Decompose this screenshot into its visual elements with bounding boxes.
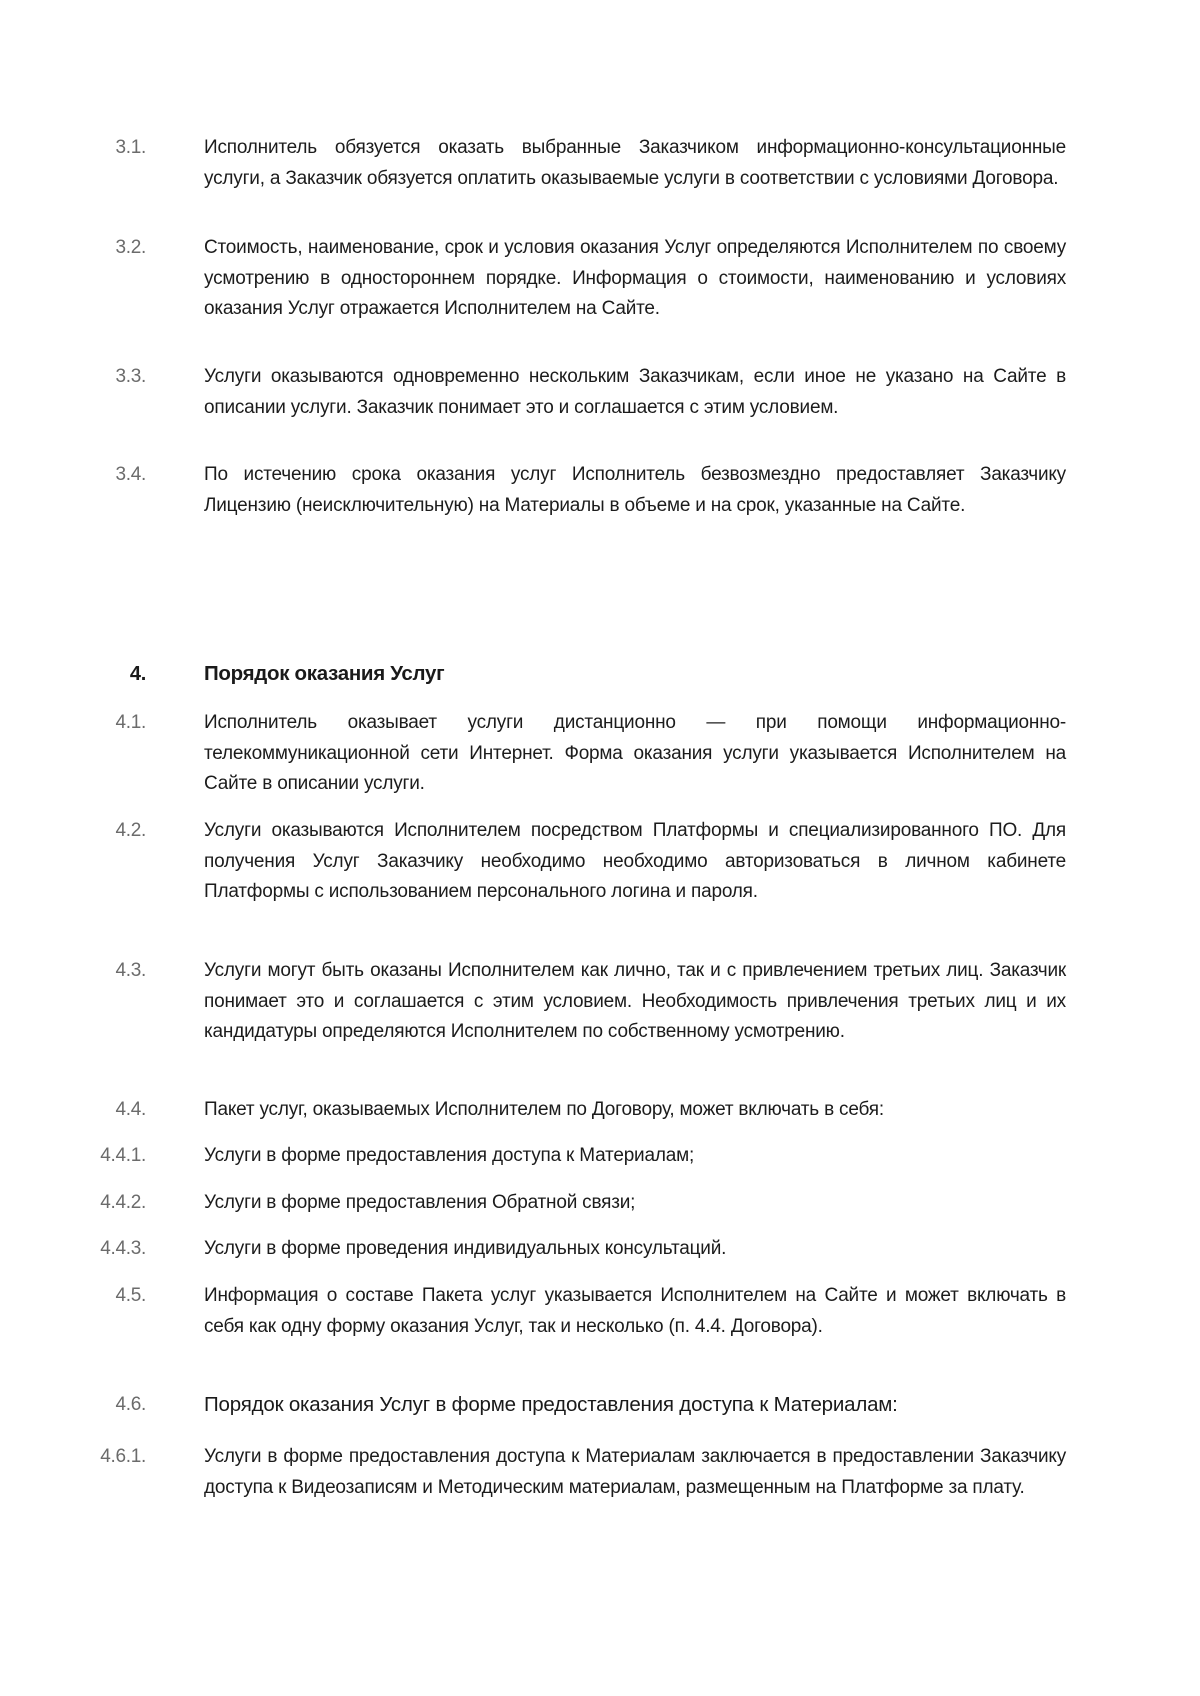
clause-number: 4.1. [115,712,146,733]
clause-number: 4.6.1. [100,1446,146,1467]
subsection-title: Порядок оказания Услуг в форме предоставления доступа к Материалам: [204,1393,898,1416]
clause-text: Исполнитель обязуется оказать выбранные Заказчиком информационно-консультационные услуги, а Заказчик обязуется оплатить оказываемые услуги в соответствии с условиями Договора. [204,137,1066,189]
clause-number: 4.4. [115,1099,146,1120]
clause-text: По истечению срока оказания услуг Исполнитель безвозмездно предоставляет Заказчику Лицензию (неисключительную) на Материалы в объеме и на срок, указанные на Сайте. [204,464,1066,516]
clause-number: 4.4.3. [100,1238,146,1259]
clause-number: 4.4.2. [100,1192,146,1213]
clause-number: 3.4. [115,464,146,485]
clause-number: 4.5. [115,1285,146,1306]
clause-text: Услуги оказываются Исполнителем посредством Платформы и специализированного ПО. Для получения Услуг Заказчику необходимо необходимо авторизоваться в личном кабинете Платформы с использованием персонального логина и пароля. [204,820,1066,902]
clause-number: 4.6. [115,1394,146,1415]
clause-number: 4.3. [115,960,146,981]
clause-text: Информация о составе Пакета услуг указывается Исполнителем на Сайте и может включать в себя как одну форму оказания Услуг, так и несколько (п. 4.4. Договора). [204,1285,1066,1337]
clause-text: Услуги в форме проведения индивидуальных консультаций. [204,1238,727,1259]
clause-text: Стоимость, наименование, срок и условия оказания Услуг определяются Исполнителем по своему усмотрению в одностороннем порядке. Информация о стоимости, наименованию и условиях оказания Услуг отражается Исполнителем на Сайте. [204,237,1066,319]
clause-text: Исполнитель оказывает услуги дистанционно — при помощи информационно-телекоммуникационной сети Интернет. Форма оказания услуги указывается Исполнителем на Сайте в описании услуги. [204,712,1066,794]
clause-text: Услуги в форме предоставления доступа к Материалам заключается в предоставлении Заказчику доступа к Видеозаписям и Методическим материалам, размещенным на Платформе за плату. [204,1446,1066,1498]
clause-number: 3.1. [115,137,146,158]
clause-text: Пакет услуг, оказываемых Исполнителем по Договору, может включать в себя: [204,1099,884,1120]
clause-text: Услуги в форме предоставления доступа к Материалам; [204,1145,695,1166]
clause-number: 3.2. [115,237,146,258]
clause-number: 4.2. [115,820,146,841]
clause-number: 3.3. [115,366,146,387]
clause-text: Услуги могут быть оказаны Исполнителем как лично, так и с привлечением третьих лиц. Заказчик понимает это и соглашается с этим условием. Необходимость привлечения третьих лиц и их кандидатуры определяются Исполнителем по собственному усмотрению. [204,960,1066,1042]
section-title: Порядок оказания Услуг [204,662,445,685]
clause-number: 4.4.1. [100,1145,146,1166]
section-number: 4. [129,663,146,685]
clause-text: Услуги в форме предоставления Обратной связи; [204,1192,636,1213]
clause-text: Услуги оказываются одновременно нескольким Заказчикам, если иное не указано на Сайте в описании услуги. Заказчик понимает это и соглашается с этим условием. [204,366,1066,418]
